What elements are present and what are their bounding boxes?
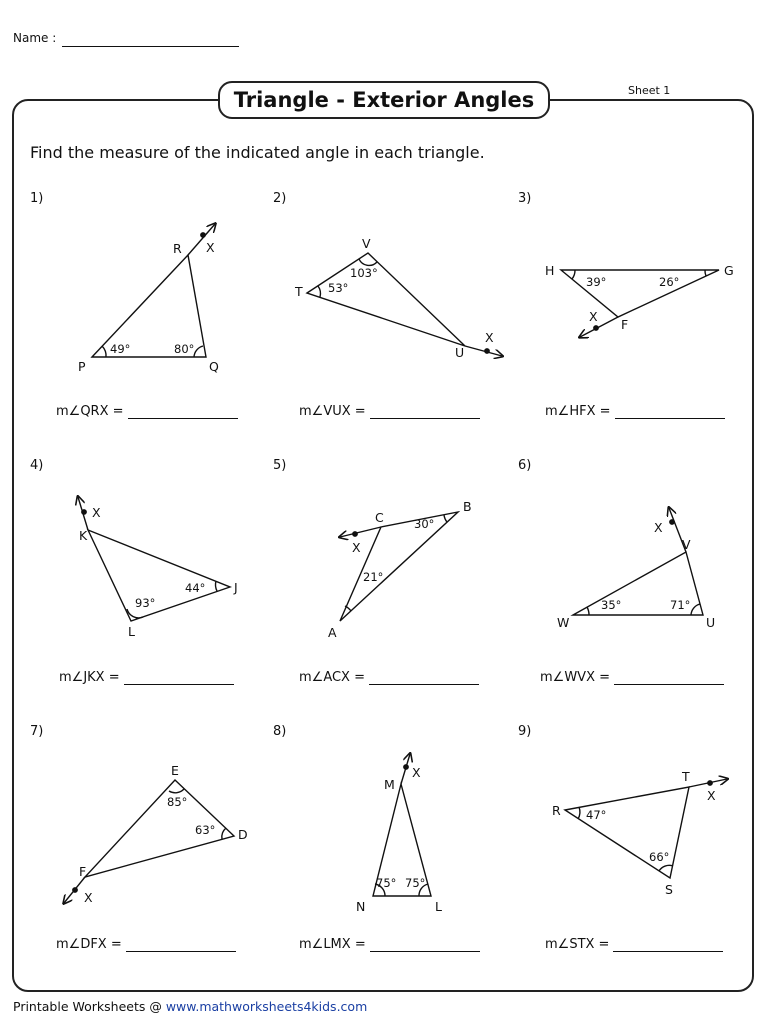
problem-5-number: 5) xyxy=(273,458,287,473)
vertex-label: X xyxy=(485,330,494,345)
sheet-label: Sheet 1 xyxy=(628,84,671,97)
vertex-label: G xyxy=(724,263,734,278)
angle-label: 35° xyxy=(601,598,622,612)
answer-label: m∠STX = xyxy=(545,937,610,952)
vertex-label: L xyxy=(128,624,135,639)
answer-label: m∠LMX = xyxy=(299,937,366,952)
angle-label: 103° xyxy=(350,266,378,280)
answer-label: m∠JKX = xyxy=(59,670,120,685)
angle-label: 93° xyxy=(135,596,156,610)
vertex-label: S xyxy=(665,882,673,897)
angle-label: 26° xyxy=(659,275,680,289)
answer-label: m∠WVX = xyxy=(540,670,610,685)
vertex-label: X xyxy=(84,890,93,905)
angle-label: 66° xyxy=(649,850,670,864)
vertex-label: T xyxy=(682,769,690,784)
vertex-label: C xyxy=(375,510,384,525)
worksheet-title: Triangle - Exterior Angles xyxy=(218,81,550,119)
answer-label: m∠ACX = xyxy=(299,670,365,685)
triangle-7 xyxy=(64,780,234,903)
instructions: Find the measure of the indicated angle in each triangle. xyxy=(30,143,485,162)
answer-label: m∠VUX = xyxy=(299,404,366,419)
vertex-label: U xyxy=(706,615,716,630)
vertex-label: W xyxy=(557,615,570,630)
vertex-label: K xyxy=(79,528,88,543)
vertex-label: X xyxy=(352,540,361,555)
triangle-5 xyxy=(340,512,458,621)
angle-label: 75° xyxy=(376,876,397,890)
footer-site-link[interactable]: www.mathworksheets4kids.com xyxy=(165,999,368,1014)
vertex-label: X xyxy=(707,788,716,803)
vertex-label: X xyxy=(654,520,663,535)
vertex-label: J xyxy=(234,580,238,595)
vertex-label: X xyxy=(589,309,598,324)
vertex-label: Q xyxy=(209,359,219,374)
angle-label: 80° xyxy=(174,342,195,356)
vertex-label: L xyxy=(435,899,442,914)
vertex-label: V xyxy=(682,537,691,552)
problem-9-number: 9) xyxy=(518,724,532,739)
angle-label: 47° xyxy=(586,808,607,822)
answer-label: m∠HFX = xyxy=(545,404,611,419)
angle-label: 53° xyxy=(328,281,349,295)
vertex-label: M xyxy=(384,777,395,792)
vertex-label: F xyxy=(621,317,629,332)
vertex-label: R xyxy=(173,241,182,256)
answer-label: m∠QRX = xyxy=(56,404,124,419)
vertex-label: N xyxy=(356,899,366,914)
vertex-label: H xyxy=(545,263,555,278)
angle-label: 39° xyxy=(586,275,607,289)
triangle-1 xyxy=(92,224,215,357)
name-label: Name : xyxy=(13,31,57,45)
vertex-label: X xyxy=(412,765,421,780)
angle-label: 75° xyxy=(405,876,426,890)
vertex-label: B xyxy=(463,499,472,514)
vertex-label: X xyxy=(92,505,101,520)
vertex-label: D xyxy=(238,827,248,842)
vertex-label: U xyxy=(455,345,465,360)
triangle-3 xyxy=(561,270,719,337)
vertex-label: V xyxy=(362,236,371,251)
vertex-label: P xyxy=(78,359,86,374)
angle-label: 21° xyxy=(363,570,384,584)
angle-label: 71° xyxy=(670,598,691,612)
vertex-label: R xyxy=(552,803,561,818)
triangle-9 xyxy=(565,779,727,878)
problem-2-number: 2) xyxy=(273,191,287,206)
vertex-label: X xyxy=(206,240,215,255)
answer-label: m∠DFX = xyxy=(56,937,122,952)
angle-label: 63° xyxy=(195,823,216,837)
angle-label: 44° xyxy=(185,581,206,595)
problem-1-number: 1) xyxy=(30,191,44,206)
triangle-2 xyxy=(307,253,502,356)
problem-6-number: 6) xyxy=(518,458,532,473)
vertex-label: T xyxy=(295,284,303,299)
problem-3-number: 3) xyxy=(518,191,532,206)
problem-4-number: 4) xyxy=(30,458,44,473)
problem-7-number: 7) xyxy=(30,724,44,739)
angle-label: 30° xyxy=(414,517,435,531)
vertex-label: E xyxy=(171,763,179,778)
triangle-8 xyxy=(373,754,431,896)
vertex-label: F xyxy=(79,864,87,879)
footer-prefix: Printable Worksheets @ xyxy=(13,999,166,1014)
problem-8-number: 8) xyxy=(273,724,287,739)
angle-label: 85° xyxy=(167,795,188,809)
vertex-label: A xyxy=(328,625,337,640)
angle-label: 49° xyxy=(110,342,131,356)
footer xyxy=(13,999,367,1014)
